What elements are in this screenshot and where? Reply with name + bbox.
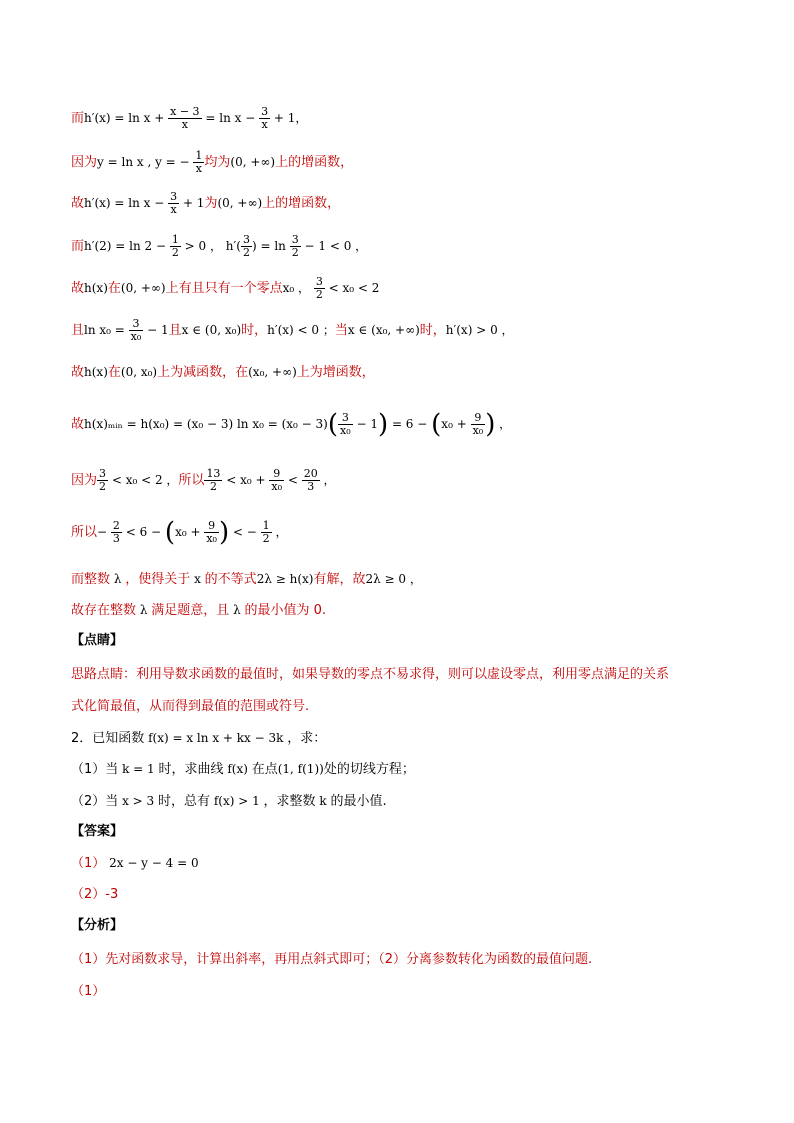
problem-part2-line (71, 791, 734, 812)
denominator: x₀ (340, 424, 351, 437)
numerator: x − 3 (170, 105, 200, 118)
close-paren: ) (485, 409, 496, 440)
section-heading-dianjing (71, 631, 734, 651)
math-expr: (0, +∞) (230, 155, 276, 169)
fraction (241, 234, 252, 259)
solution-part1-label (71, 982, 734, 1002)
math-expr: h(x) (84, 281, 108, 295)
math-expr: h′(2) = ln 2 − (84, 239, 170, 253)
line-text: 时，总有 (158, 794, 211, 809)
math-expr: x (190, 572, 205, 586)
minimum-range-line (71, 517, 734, 548)
sign-analysis-line (71, 318, 734, 343)
math-expr: = 6 − (388, 417, 432, 431)
math-expr: − 1 (352, 417, 378, 431)
line-text: 【答案】 (71, 824, 124, 839)
line-text: 均为 (204, 155, 231, 170)
line-text: 且 (71, 323, 85, 338)
math-expr: (0, +∞) (217, 196, 263, 210)
line-text: ，使得关于 (125, 572, 191, 587)
math-expr: k (315, 794, 331, 808)
line-text: 在 (107, 281, 121, 296)
derivative-expression-line (71, 106, 734, 131)
math-expr: h′(x) = ln x − (84, 196, 169, 210)
analysis-line (71, 950, 734, 970)
math-expr: ， (495, 417, 512, 431)
denominator: x (261, 118, 268, 131)
line-text: 因为 (71, 155, 98, 170)
line-text: 思路点睛：利用导数求函数的最值时，如果导数的零点不易求得，则可以虚设零点，利用零点满足的关系 (71, 667, 670, 682)
line-text: 上为增函数， (296, 365, 375, 380)
math-expr: ， (271, 525, 288, 539)
line-text: 上有且只有一个零点 (165, 281, 283, 296)
insight-line (71, 665, 734, 685)
denominator: x₀ (206, 532, 217, 545)
fraction (290, 234, 301, 259)
line-text: 而 (71, 111, 85, 126)
increasing-functions-line (71, 150, 734, 175)
numerator: 1 (195, 149, 203, 162)
fraction (471, 412, 486, 437)
denominator: 3 (307, 480, 315, 493)
conclusion-line (71, 600, 734, 621)
denominator: 2 (262, 532, 270, 545)
numerator: 3 (99, 467, 107, 480)
math-expr: h′(x) = ln x + (84, 111, 169, 125)
line-text: 而整数 (71, 572, 111, 587)
math-expr: + 1 (179, 196, 205, 210)
fraction (338, 412, 353, 437)
math-expr: k = 1 (118, 762, 159, 776)
line-text: 而 (71, 239, 85, 254)
denominator: 2 (315, 288, 323, 301)
math-expr: ) = ln (251, 239, 290, 253)
denominator: 2 (209, 480, 217, 493)
numerator: 1 (262, 519, 270, 532)
fraction (129, 318, 144, 343)
open-paren: ( (431, 409, 442, 440)
math-expr: x₀ + (175, 525, 205, 539)
fraction (302, 468, 320, 493)
math-expr: ln x₀ = (84, 323, 129, 337)
math-expr: h′(x) > 0 ， (445, 323, 514, 337)
insight-continuation-line (71, 697, 734, 717)
line-text: 时，求曲线 (158, 762, 224, 777)
math-expr: 2x − y − 4 = 0 (105, 856, 199, 870)
monotonicity-line (71, 362, 734, 383)
math-expr: h(x) (84, 365, 108, 379)
line-text: 的最小值为 0. (244, 603, 327, 618)
numerator: 13 (206, 467, 221, 480)
math-expr: x₀ + (441, 417, 471, 431)
math-expr: h(x)ₘᵢₙ = h(x₀) = (x₀ − 3) ln x₀ = (x₀ − 3) (84, 417, 328, 431)
math-expr: x > 3 (118, 794, 158, 808)
fraction (111, 520, 122, 545)
fraction (269, 468, 284, 493)
line-text: 时， (241, 323, 268, 338)
line-text: 上的增函数， (275, 155, 354, 170)
math-expr: 2λ ≥ 0 ， (365, 572, 422, 586)
line-text: 所以 (71, 525, 98, 540)
derivative-values-line (71, 234, 734, 259)
math-expr: (0, +∞) (120, 281, 166, 295)
fraction (204, 468, 222, 493)
math-expr: − 1 (143, 323, 169, 337)
denominator: x₀ (271, 480, 283, 493)
line-text: 的最小值. (330, 794, 387, 809)
math-expr: 2λ ≥ h(x) (256, 572, 314, 586)
math-expr: f(x) > 1 (210, 794, 264, 808)
line-text: 故 (71, 196, 85, 211)
close-paren: ) (218, 517, 230, 548)
fraction (259, 106, 270, 131)
math-expr: x ∈ (x₀, +∞) (347, 323, 420, 337)
close-paren: ) (377, 409, 389, 440)
numerator: 3 (291, 233, 299, 246)
fraction (314, 276, 325, 301)
line-text: 有解，故 (313, 572, 366, 587)
math-expr: f(x) = x ln x + kx − 3k (144, 731, 288, 745)
math-expr: λ (229, 603, 245, 617)
line-text: 式化简最值，从而得到最值的范围或符号. (71, 699, 310, 714)
line-text: 满足题意，且 (151, 603, 230, 618)
line-text: （1） (71, 984, 106, 999)
fraction (168, 106, 201, 131)
integer-lambda-line (71, 569, 734, 590)
line-text: 故存在整数 (71, 603, 137, 618)
math-expr: x₀ ， (282, 281, 314, 295)
math-expr: f(x) (223, 762, 252, 776)
problem-statement-line (71, 728, 734, 749)
line-text: 所以 (178, 473, 205, 488)
fraction (168, 191, 179, 216)
denominator: 2 (291, 246, 299, 259)
math-expr: (1, f(1)) (277, 762, 324, 776)
fraction (193, 150, 204, 175)
math-expr: = ln x − (201, 111, 260, 125)
line-text: 上为减函数，在 (157, 365, 249, 380)
math-expr: ， (319, 473, 336, 487)
numerator: 3 (261, 105, 269, 118)
numerator: 3 (315, 275, 323, 288)
math-expr: < x₀ + (222, 473, 270, 487)
section-heading-analysis (71, 916, 734, 936)
section-heading-answer (71, 822, 734, 842)
line-text: 的不等式 (204, 572, 257, 587)
math-expr: − (97, 525, 111, 539)
numerator: 3 (242, 233, 250, 246)
fraction (97, 468, 108, 493)
math-expr: < (284, 473, 302, 487)
math-expr: < x₀ < 2 (324, 281, 380, 295)
line-text: 时， (419, 323, 446, 338)
answer-part1-line (71, 853, 734, 874)
line-text: 处的切线方程； (323, 762, 415, 777)
numerator: 9 (204, 520, 219, 533)
math-expr: h′(x) < 0 ； (267, 323, 335, 337)
math-expr: < 6 − (121, 525, 165, 539)
derivative-increasing-line (71, 191, 734, 216)
numerator: 3 (338, 412, 353, 425)
fraction (204, 520, 219, 545)
line-text: 上的增函数， (262, 196, 341, 211)
denominator: x (170, 203, 177, 216)
numerator: 3 (129, 318, 144, 331)
fraction (170, 234, 181, 259)
denominator: x (195, 162, 203, 175)
line-text: （1）先对函数求导，计算出斜率，再用点斜式即可；（2）分离参数转化为函数的最值问题. (71, 952, 593, 967)
range-bound-line (71, 468, 734, 493)
problem-part1-line (71, 759, 734, 780)
answer-part2-line (71, 885, 734, 905)
denominator: 3 (112, 532, 120, 545)
line-text: 在 (107, 365, 121, 380)
denominator: 2 (171, 246, 179, 259)
unique-zero-line (71, 276, 734, 301)
math-expr: x ∈ (0, x₀) (181, 323, 242, 337)
math-expr: < x₀ < 2 ， (108, 473, 179, 487)
numerator: 9 (471, 412, 486, 425)
line-text: 【点睛】 (71, 633, 124, 648)
math-expr: (0, x₀) (120, 365, 158, 379)
numerator: 2 (112, 519, 120, 532)
line-text: （1）当 (71, 762, 119, 777)
line-text: 故 (71, 417, 85, 432)
math-expr: λ (136, 603, 152, 617)
numerator: 3 (170, 190, 178, 203)
fraction (261, 520, 272, 545)
line-text: 故 (71, 281, 85, 296)
denominator: x₀ (472, 424, 484, 437)
math-expr: < − (229, 525, 261, 539)
line-text: （1） (71, 856, 106, 871)
open-paren: ( (164, 517, 176, 548)
minimum-value-line (71, 409, 734, 440)
math-expr: (x₀, +∞) (248, 365, 297, 379)
line-text: ，求： (287, 731, 327, 746)
denominator: 2 (99, 480, 107, 493)
line-text: 为 (204, 196, 218, 211)
denominator: x₀ (130, 330, 142, 343)
line-text: 因为 (71, 473, 98, 488)
math-expr: + 1， (270, 111, 308, 125)
numerator: 9 (269, 468, 284, 481)
line-text: 2．已知函数 (71, 731, 145, 746)
math-expr: − 1 < 0 ， (300, 239, 368, 253)
numerator: 1 (171, 233, 179, 246)
line-text: （2）当 (71, 794, 119, 809)
denominator: x (181, 118, 188, 131)
math-expr: λ (110, 572, 126, 586)
line-text: 当 (334, 323, 348, 338)
math-expr: > 0 ， h′( (180, 239, 241, 253)
line-text: 故 (71, 365, 85, 380)
open-paren: ( (327, 409, 339, 440)
math-expr: y = ln x , y = − (97, 155, 194, 169)
line-text: （2）-3 (71, 887, 119, 902)
line-text: ，求整数 (263, 794, 316, 809)
denominator: 2 (242, 246, 250, 259)
numerator: 20 (303, 467, 318, 480)
line-text: 【分析】 (71, 918, 124, 933)
line-text: 在点 (251, 762, 278, 777)
line-text: 且 (168, 323, 182, 338)
